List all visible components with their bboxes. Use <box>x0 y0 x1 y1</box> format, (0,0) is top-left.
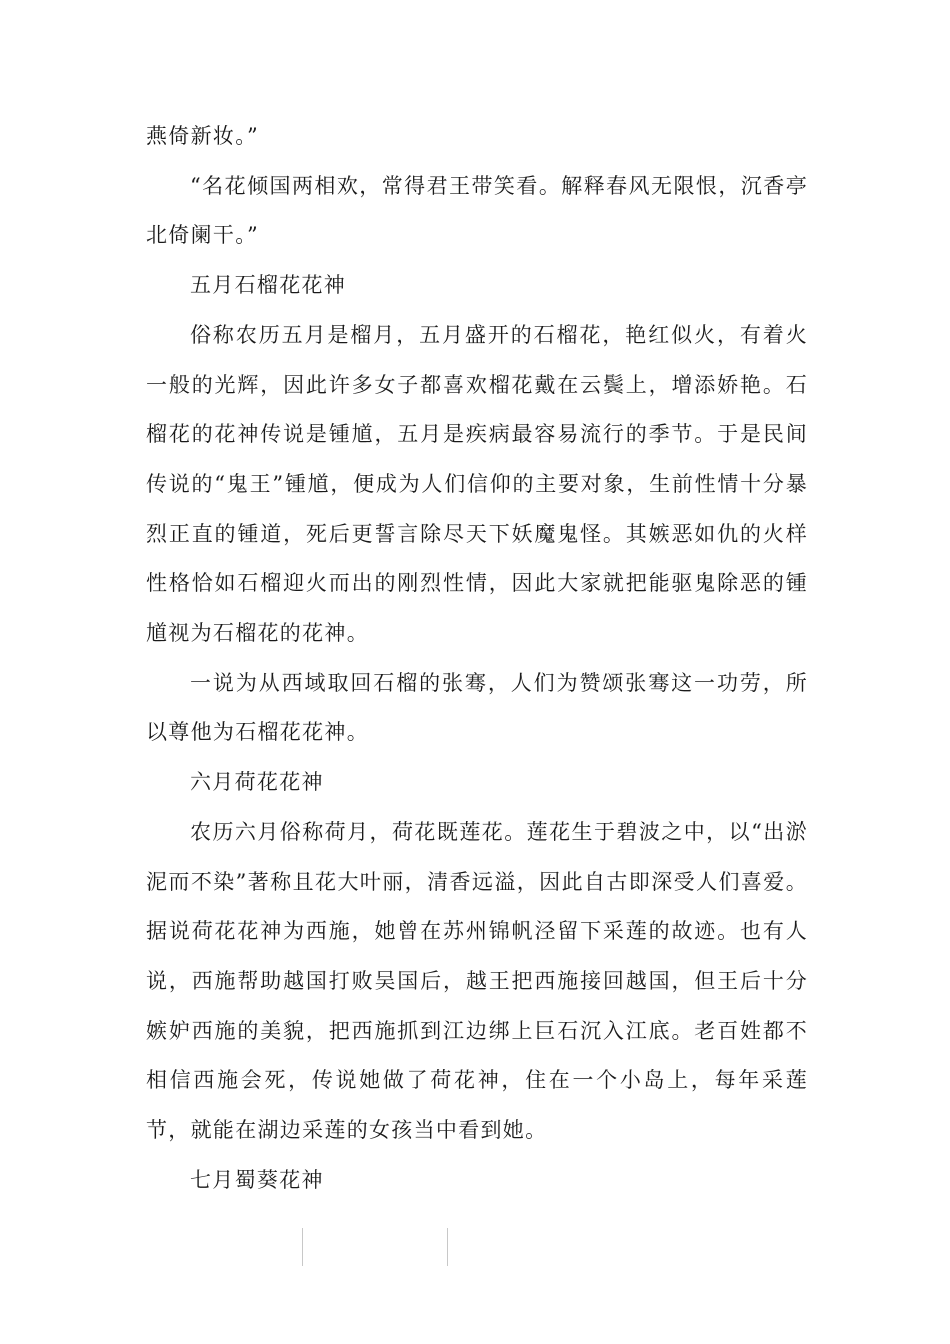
paragraph-june-lotus: 农历六月俗称荷月，荷花既莲花。莲花生于碧波之中，以“出淤泥而不染”著称且花大叶丽，清香远溢，因此自古即深受人们喜爱。据说荷花花神为西施，她曾在苏州锦帆泾留下采莲的故迹。也有人说，西施帮助越国打败吴国后，越王把西施接回越国，但王后十分嫉妒西施的美貌，把西施抓到江边绑上巨石沉入江底。老百姓都不相信西施会死，传说她做了荷花神，住在一个小岛上，每年采莲节，就能在湖边采莲的女孩当中看到她。 <box>146 819 808 1143</box>
document-body <box>146 112 808 1205</box>
section-heading-july: 七月蜀葵花神 <box>190 1167 324 1192</box>
footer-divider-left <box>302 1228 303 1266</box>
paragraph-may-pomegranate: 俗称农历五月是榴月，五月盛开的石榴花，艳红似火，有着火一般的光辉，因此许多女子都喜欢榴花戴在云鬓上，增添娇艳。石榴花的花神传说是锺馗，五月是疾病最容易流行的季节。于是民间传说的“鬼王”锺馗，便成为人们信仰的主要对象，生前性情十分暴烈正直的锺道，死后更誓言除尽天下妖魔鬼怪。其嫉恶如仇的火样性格恰如石榴迎火而出的刚烈性情，因此大家就把能驱鬼除恶的锺馗视为石榴花的花神。 <box>146 322 808 646</box>
paragraph-zhang-qian: 一说为从西域取回石榴的张骞，人们为赞颂张骞这一功劳，所以尊他为石榴花花神。 <box>146 670 808 745</box>
paragraph-continuation: 燕倚新妆。” <box>146 124 260 148</box>
paragraph-poem: “名花倾国两相欢，常得君王带笑看。解释春风无限恨，沉香亭北倚阑干。” <box>146 173 808 248</box>
footer-divider-right <box>447 1228 448 1266</box>
section-heading-may: 五月石榴花花神 <box>190 273 347 298</box>
section-heading-june: 六月荷花花神 <box>190 770 324 795</box>
